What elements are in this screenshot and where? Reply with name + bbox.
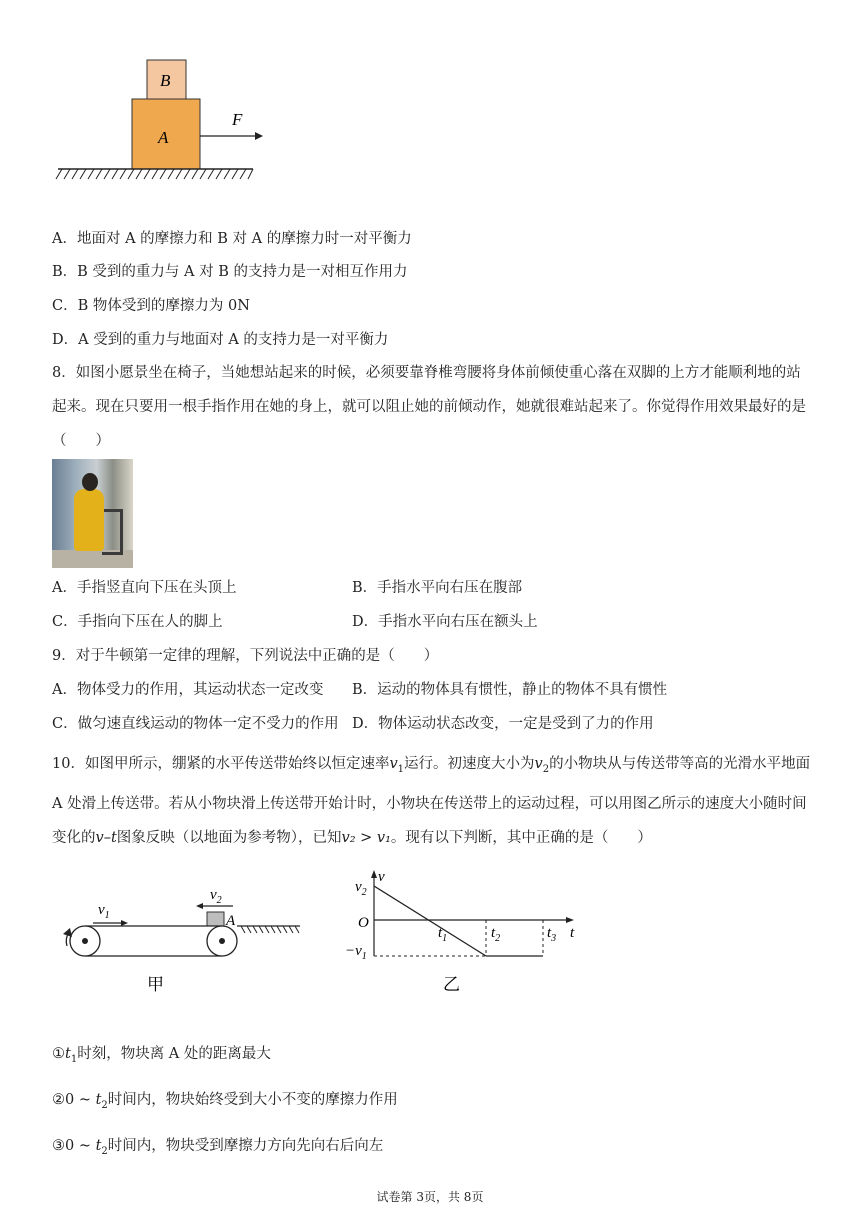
q9-stem: 9．对于牛顿第一定律的理解，下列说法中正确的是（ ） (52, 648, 439, 664)
q8-option-d: D．手指水平向右压在额头上 (352, 614, 538, 630)
figure-yi-caption: 乙 (443, 975, 460, 995)
q7-option-a: A．地面对 A 的摩擦力和 B 对 A 的摩擦力时一对平衡力 (52, 231, 412, 247)
page-footer: 试卷第 3页，共 8页 (376, 1190, 484, 1204)
q8-option-c: C．手指向下压在人的脚上 (52, 614, 223, 630)
girl-sitting-photo (52, 459, 133, 568)
q8-option-a: A．手指竖直向下压在头顶上 (52, 580, 237, 596)
conveyor-figure (55, 880, 315, 1000)
svg-text:v2: $v_2$ (355, 879, 367, 898)
svg-text:t: t (570, 925, 575, 941)
q9-option-b: B．运动的物体具有惯性，静止的物体不具有惯性 (352, 682, 668, 698)
blocks-figure (50, 55, 270, 185)
small-block-a (207, 912, 224, 926)
q9-option-a: A．物体受力的作用，其运动状态一定改变 (52, 682, 324, 698)
q7-option-b: B．B 受到的重力与 A 对 B 的支持力是一对相互作用力 (52, 264, 408, 280)
ground-hatch (56, 169, 253, 179)
q9-option-d: D．物体运动状态改变，一定是受到了力的作用 (352, 716, 654, 732)
q10-judgement-2: ②0 ~ $t_2$时间内，物块始终受到大小不变的摩擦力作用 (52, 1092, 398, 1111)
velocity-line (374, 886, 486, 956)
block-b-label: B (160, 71, 171, 90)
svg-text:t3: $t_3$ (547, 925, 557, 944)
q7-option-c: C．B 物体受到的摩擦力为 0N (52, 298, 250, 314)
q10-judgement-1: $①t_1$时刻，物块离 A 处的距离最大 (52, 1046, 271, 1065)
force-label: F (232, 110, 243, 129)
svg-text:v: v (378, 869, 385, 885)
point-a-label: A (226, 913, 236, 929)
svg-text:t1: $t_1$ (438, 925, 448, 944)
q7-option-d: D．A 受到的重力与地面对 A 的支持力是一对平衡力 (52, 332, 389, 348)
q8-stem: 8．如图小愿景坐在椅子，当她想站起来的时候，必须要靠脊椎弯腰将身体前倾使重心落在双脚的上方才能顺利地的站起来。现在只要用一根手指作用在她的身上，就可以阻止她的前倾动作，她就很难站起来了。你觉得作用效果最好的是 （ ） (52, 365, 806, 449)
svg-text:−v1: $-v_1$ (345, 943, 367, 962)
q9-option-c: C．做匀速直线运动的物体一定不受力的作用 (52, 716, 339, 732)
q10-judgement-3: ③0 ~ $t_2$时间内，物块受到摩擦力方向先向右后向左 (52, 1138, 384, 1157)
svg-text:v2: $v_2$ (210, 887, 222, 906)
svg-text:t2: $t_2$ (491, 925, 501, 944)
vt-graph-figure (340, 864, 590, 999)
q10-stem: 10．如图甲所示，绷紧的水平传送带始终以恒定速率$v_1$运行。初速度大小为$v_2$的小物块从与传送带等高的光滑水平地面 A 处滑上传送带。若从小物块滑上传送带开始计时，小物块在传送带上的运动过程，可以用图乙所示的速度大小随时间变化的v–t图象反映（以地面为参考物），已知v₂ > v₁。现有以下判断，其中正确的是（ ） (52, 756, 811, 846)
figure-jia-caption: 甲 (147, 975, 164, 995)
q8-option-b: B．手指水平向右压在腹部 (352, 580, 523, 596)
svg-text:v1: $v_1$ (98, 902, 110, 921)
block-a-label: A (158, 128, 169, 147)
svg-text:O: O (358, 915, 369, 931)
